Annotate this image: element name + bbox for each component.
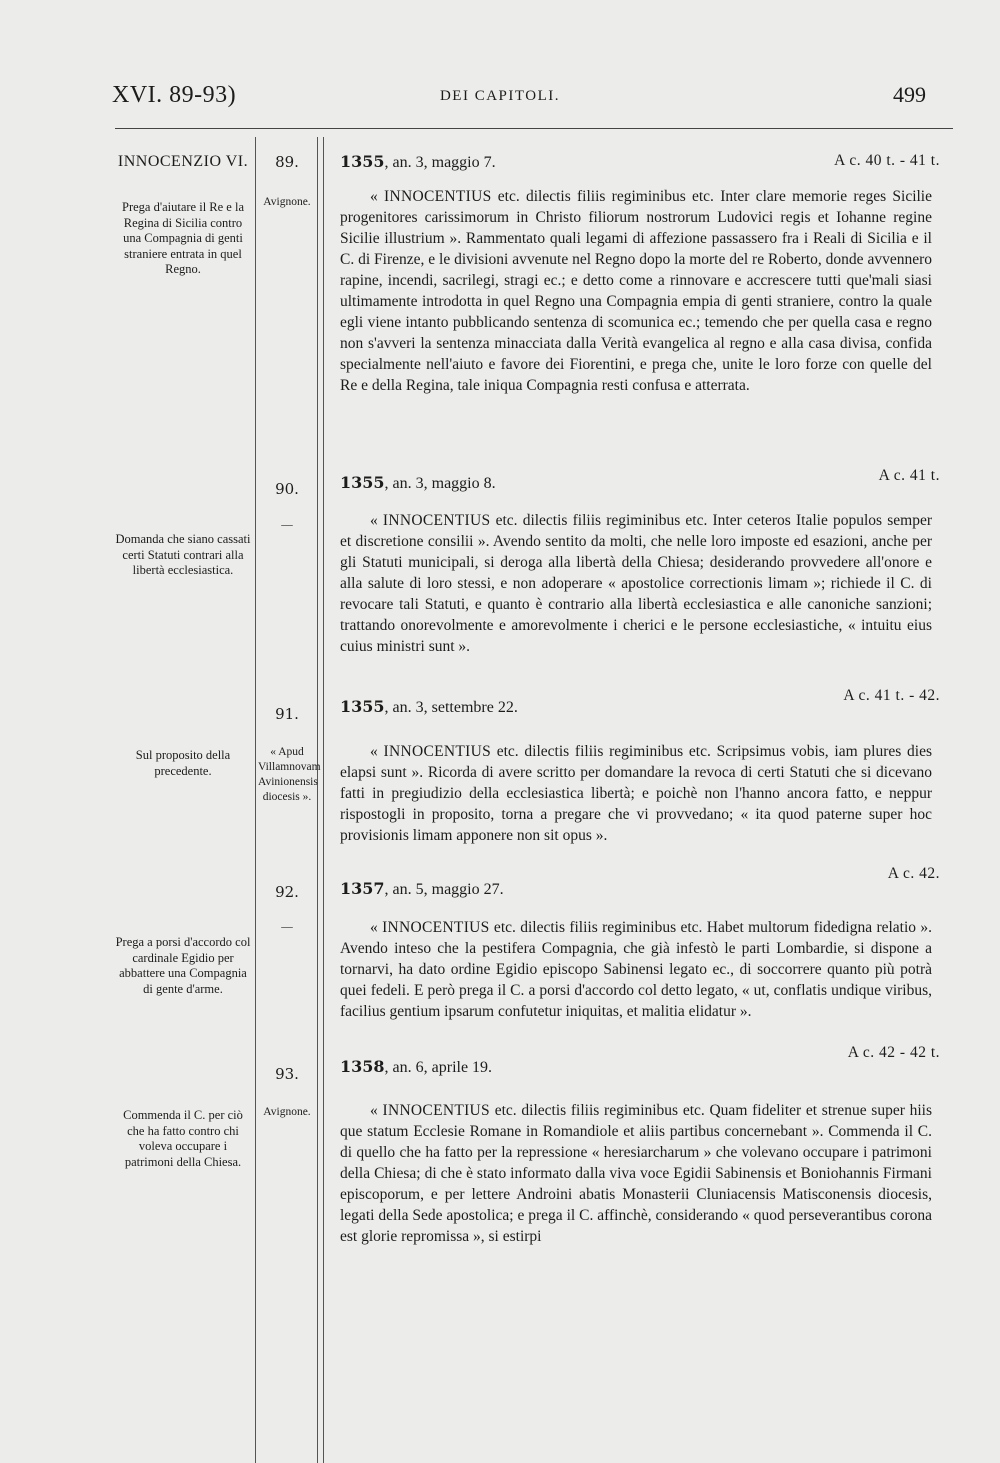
record-date-rest: , an. 5, maggio 27.	[384, 881, 504, 898]
record-incipit: INNOCENTIUS	[383, 743, 491, 760]
record-number: 89.	[275, 153, 299, 171]
archive-reference: A c. 41 t. - 42.	[843, 687, 940, 704]
record-year: 1355	[340, 152, 385, 171]
record-place: Avignone.	[263, 1106, 311, 1118]
page-number: 499	[893, 82, 926, 107]
header-rule	[115, 128, 953, 129]
record-year: 1355	[340, 697, 385, 716]
record-text: « INNOCENTIUS etc. dilectis filiis regiminibus etc. Quam fideliter et strenue super hiis que statum Ecclesie Romane in Romandiole et aliis partibus concernebant ». Commenda il C. di quello che ha fatto per la repressione « heresiarcharum » che volevano occupare i patrimoni della Chiesa; di che è stato informato dalla viva voce Egidii Sabinensis et Boniohannis Firmani episcoporum, e per lettere Androini abatis Monasterii Cluniacensis Matisconensis diocesis, legati della Sede apostolica; e prega il C. affinchè, considerando « quod perseverantibus corona est glorie repromissa », si estirpi	[340, 1102, 933, 1245]
record-incipit: INNOCENTIUS	[384, 188, 492, 205]
record-incipit: INNOCENTIUS	[382, 919, 490, 936]
column-divider	[255, 137, 256, 1463]
record-date-rest: , an. 3, maggio 7.	[384, 154, 496, 171]
record-date-rest: , an. 3, settembre 22.	[384, 699, 518, 716]
record-date	[340, 473, 496, 493]
record-body: etc. dilectis filiis regiminibus etc. Quam fideliter et strenue super hiis que statum Ecclesie Romane in Romandiole et aliis partibus concernebant ». Commenda il C. di quello che ha fatto per la repressione « heresiarcharum » che volevano occupare i patrimoni della Chiesa; di che è stato informato dalla viva voce Egidii Sabinensis et Boniohannis Firmani episcoporum, e per lettere Androini abatis Monasterii Cluniacensis Matisconensis diocesis, legati della Sede apostolica; e prega il C. affinchè, considerando « quod perseverantibus corona est glorie repromissa », si estirpi	[340, 1102, 933, 1245]
record-place: —	[281, 921, 293, 933]
record-number: 90.	[275, 480, 299, 498]
record-year: 1358	[340, 1057, 385, 1076]
sidebar-summary: Sul proposito della precedente.	[135, 748, 231, 778]
record-number: 91.	[275, 705, 299, 723]
record-body: etc. dilectis filiis regiminibus etc. Inter clare memorie reges Sicilie progenitores carissimorum in Christo filiorum nostrorum Ludovici regis et Iohanne regine Sicilie illustrium ». Rammentato quali legami di affezione passassero fra i Reali di Sicilia e il C. di Firenze, e le divisioni avvenute nel Regno dopo la morte del re Roberto, donde avvennero rapine, incendi, sacrilegi, stragi ec.; e detto come a rinnovare e accrescere tutti que'mali siasi ultimamente introdotta in quel Regno una Compagnia empia di genti straniere, contro la quale egli viene intanto pubblicando sentenza di scomunica ec.; temendo che per quella casa e regno non s'avveri la sentenza minacciata dalla Verità evangelica al regno e alla casa divisa, confida specialmente nell'aiuto e favore dei Fiorentini, e prega che, unite le loro forze con quelle del Re e della Regina, tale iniqua Compagnia resti confusa e atterrata.	[340, 188, 932, 394]
column-divider	[323, 137, 324, 1463]
record-place: « Apud Villamnovam Avinionensis diocesis ».	[258, 746, 321, 803]
running-head-center: DEI CAPITOLI.	[439, 88, 561, 104]
record-date-rest: , an. 6, aprile 19.	[384, 1059, 493, 1076]
record-date	[340, 697, 518, 717]
record-text: « INNOCENTIUS etc. dilectis filiis regiminibus etc. Scripsimus vobis, iam plures dies elapsi sunt ». Ricorda di avere scritto per domandare la revoca di certi Statuti che si dicevano fatti in pregiudizio della ecclesiastica libertà; e poichè non l'hanno ancora fatto, e neppur rispostogli in proposito, torna a pregare che vi provvedano; « ita quod paterne super hoc provisionis limam apponere non sit opus ».	[340, 743, 932, 844]
record-place: —	[281, 519, 293, 531]
archive-reference: A c. 42 - 42 t.	[847, 1044, 940, 1061]
record-year: 1357	[340, 879, 385, 898]
record-date	[340, 152, 496, 172]
sidebar-summary: Prega a porsi d'accordo col cardinale Egidio per abbattere una Compagnia di gente d'arme.	[115, 935, 251, 996]
archive-reference: A c. 41 t.	[878, 467, 940, 484]
sidebar-summary: Prega d'aiutare il Re e la Regina di Sicilia contro una Compagnia di genti straniere entrata in quel Regno.	[122, 200, 244, 276]
record-place: Avignone.	[263, 196, 311, 208]
record-number: 92.	[275, 883, 299, 901]
record-body: etc. dilectis filiis regiminibus etc. Inter ceteros Italie populos semper et discretione consilii ». Avendo sentito da molti, che nelle loro imposte ed esazioni, anche per gli Statuti municipali, si deroga alla libertà della Chiesa; desiderando provvedere all'onore e alla salute di loro stessi, e non adoperare « apostolice correctionis limam »; richiede il C. di revocare tali Statuti, e quanto è contrario alla libertà ecclesiastica e alle canoniche sanzioni; trattando onorevolmente e amorevolmente i cherici e le persone ecclesiastiche, « intuitu eius cuius ministri sunt ».	[340, 512, 933, 655]
record-number: 93.	[275, 1065, 299, 1083]
sidebar-title: INNOCENZIO VI.	[117, 153, 249, 170]
record-date	[340, 1057, 492, 1077]
archive-reference: A c. 42.	[887, 865, 940, 882]
sidebar-summary: Domanda che siano cassati certi Statuti contrari alla libertà ecclesiastica.	[115, 532, 251, 577]
record-text: « INNOCENTIUS etc. dilectis filiis regiminibus etc. Inter ceteros Italie populos semper et discretione consilii ». Avendo sentito da molti, che nelle loro imposte ed esazioni, anche per gli Statuti municipali, si deroga alla libertà della Chiesa; desiderando provvedere all'onore e alla salute di loro stessi, e non adoperare « apostolice correctionis limam »; richiede il C. di revocare tali Statuti, e quanto è contrario alla libertà ecclesiastica e alle canoniche sanzioni; trattando onorevolmente e amorevolmente i cherici e le persone ecclesiastiche, « intuitu eius cuius ministri sunt ».	[340, 512, 933, 655]
archive-reference: A c. 40 t. - 41 t.	[834, 152, 940, 169]
sidebar-summary: Commenda il C. per ciò che ha fatto contro chi voleva occupare i patrimoni della Chiesa.	[123, 1108, 243, 1169]
record-text: « INNOCENTIUS etc. dilectis filiis regiminibus etc. Inter clare memorie reges Sicilie progenitores carissimorum in Christo filiorum nostrorum Ludovici regis et Iohanne regine Sicilie illustrium ». Rammentato quali legami di affezione passassero fra i Reali di Sicilia e il C. di Firenze, e le divisioni avvenute nel Regno dopo la morte del re Roberto, donde avvennero rapine, incendi, sacrilegi, stragi ec.; e detto come a rinnovare e accrescere tutti que'mali siasi ultimamente introdotta in quel Regno una Compagnia empia di genti straniere, contro la quale egli viene intanto pubblicando sentenza di scomunica ec.; temendo che per quella casa e regno non s'avveri la sentenza minacciata dalla Verità evangelica al regno e alla casa divisa, confida specialmente nell'aiuto e favore dei Fiorentini, e prega che, unite le loro forze con quelle del Re e della Regina, tale iniqua Compagnia resti confusa e atterrata.	[340, 188, 932, 394]
record-text: « INNOCENTIUS etc. dilectis filiis regiminibus etc. Habet multorum fidedigna relatio ». Avendo inteso che la pestifera Compagnia, che già infestò le parti Lombardie, si dispone a tornarvi, ha dato ordine Egidio episcopo Sabinensi legato ec., di soccorrere quanto più potrà quei fedeli. E però prega il C. a porsi d'accordo col detto legato, « ut, conflatis undique viribus, facilius gentium ipsarum confutetur iniquitas, et malitia elidatur ».	[340, 919, 933, 1020]
column-divider	[317, 137, 318, 1463]
record-year: 1355	[340, 473, 385, 492]
record-incipit: INNOCENTIUS	[382, 1102, 490, 1119]
record-body: etc. dilectis filiis regiminibus etc. Scripsimus vobis, iam plures dies elapsi sunt ». Ricorda di avere scritto per domandare la revoca di certi Statuti che si dicevano fatti in pregiudizio della ecclesiastica libertà; e poichè non l'hanno ancora fatto, e neppur rispostogli in proposito, torna a pregare che vi provvedano; « ita quod paterne super hoc provisionis limam apponere non sit opus ».	[340, 743, 932, 844]
record-incipit: INNOCENTIUS	[382, 512, 491, 529]
record-body: etc. dilectis filiis regiminibus etc. Habet multorum fidedigna relatio ». Avendo inteso che la pestifera Compagnia, che già infestò le parti Lombardie, si dispone a tornarvi, ha dato ordine Egidio episcopo Sabinensi legato ec., di soccorrere quanto più potrà quei fedeli. E però prega il C. a porsi d'accordo col detto legato, « ut, conflatis undique viribus, facilius gentium ipsarum confutetur iniquitas, et malitia elidatur ».	[340, 919, 933, 1020]
record-date-rest: , an. 3, maggio 8.	[384, 475, 496, 492]
running-head-left: XVI. 89-93)	[112, 82, 237, 108]
record-date	[340, 879, 504, 899]
